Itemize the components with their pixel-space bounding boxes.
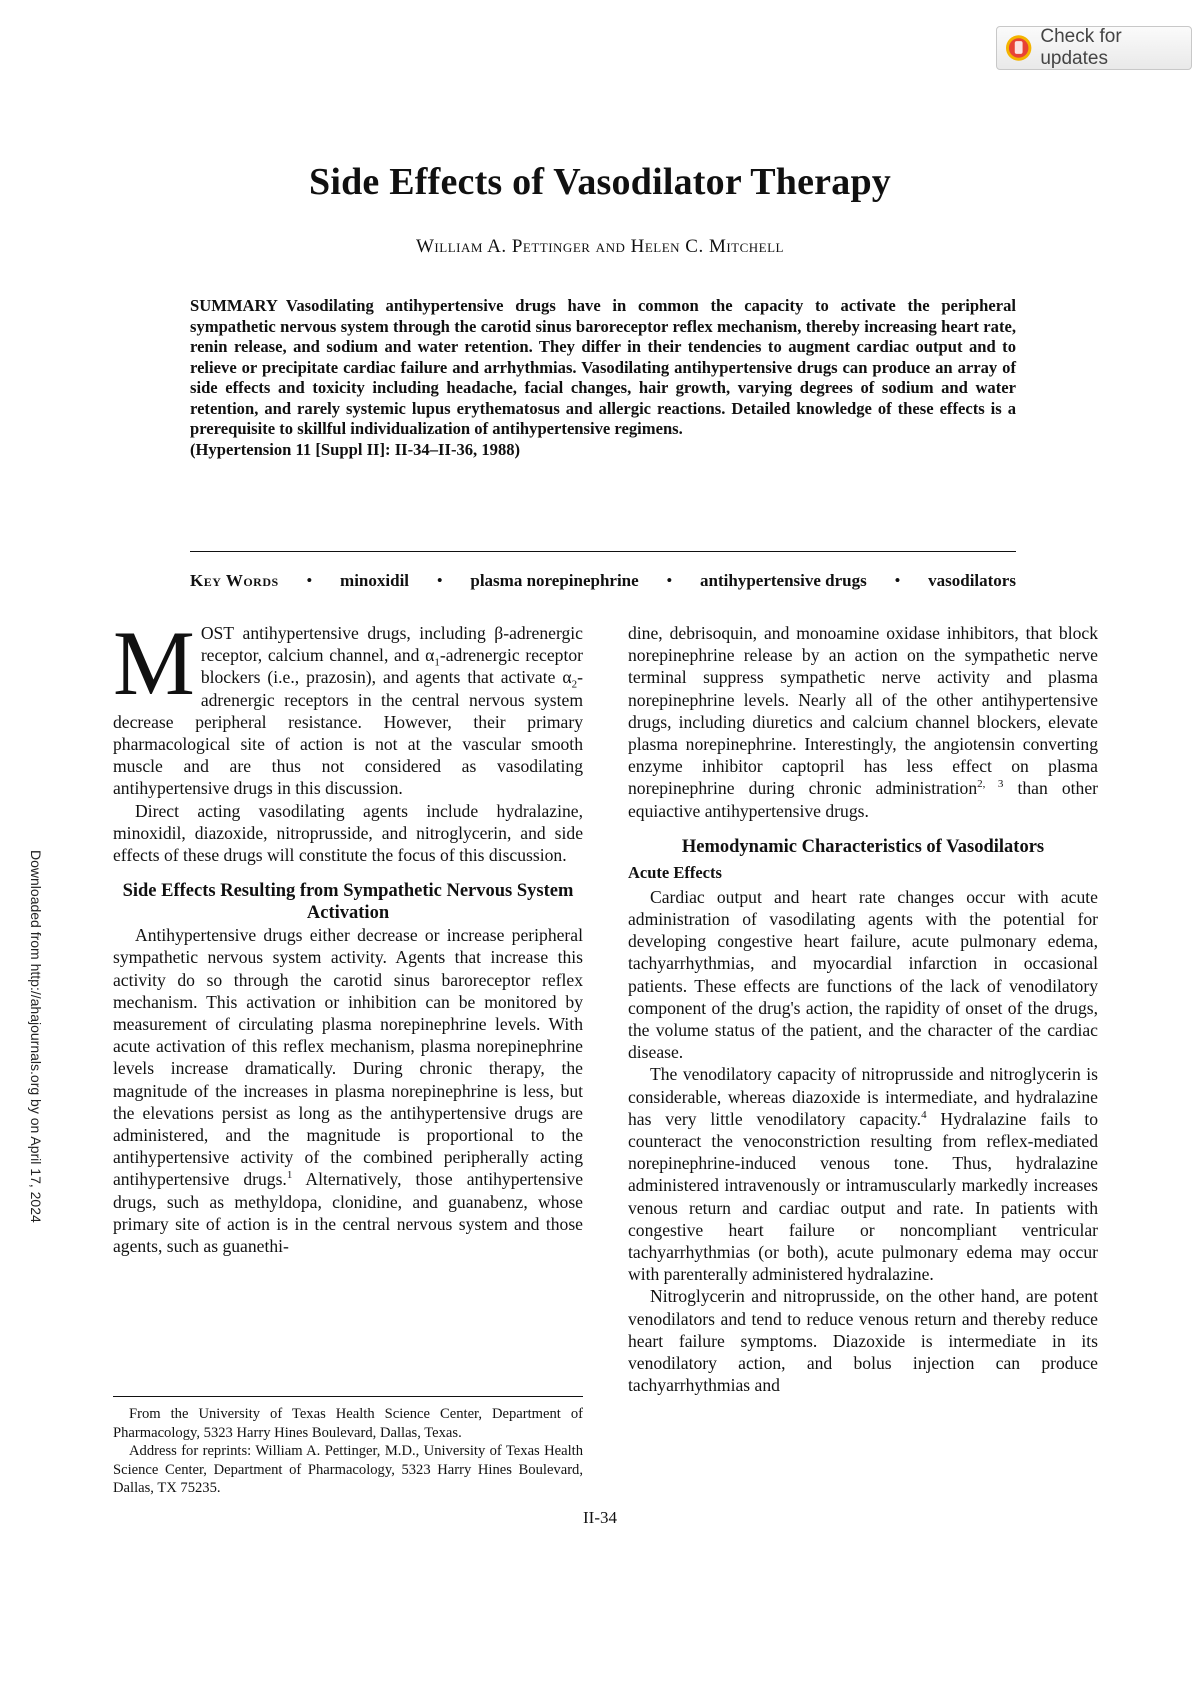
footnotes: [113, 1396, 583, 1498]
body-paragraph: Nitroglycerin and nitroprusside, on the other hand, are potent venodilators and tend to reduce venous return and thereby reduce heart failure symptoms. Diazoxide is intermediate in its venodilatory action, and bolus injection can produce tachyarrhythmias and: [628, 1286, 1098, 1396]
section-heading: Hemodynamic Characteristics of Vasodilators: [681, 836, 1045, 857]
body-paragraph: dine, debrisoquin, and monoamine oxidase inhibitors, that block norepinephrine release by an action on the sympathetic nerve terminal suppress sympathetic nerve activity and plasma norepinephrine levels. Nearly all of the other antihypertensive drugs, including diuretics and calcium channel blockers, elevate plasma norepinephrine. Interestingly, the angiotensin converting enzyme inhibitor captopril has less effect on plasma norepinephrine during chronic administration$^{2, 3}$ than other equiactive antihypertensive drugs.: [628, 623, 1098, 821]
keywords-line: [190, 571, 1016, 591]
article-authors: William A. Pettinger and Helen C. Mitchell: [415, 236, 784, 257]
left-column: [113, 612, 583, 1257]
body-paragraph: Antihypertensive drugs either decrease or increase peripheral sympathetic nervous system activity. Agents that increase this activity do so through the carotid sinus baroreceptor reflex mechanism. This activation or inhibition can be monitored by measurement of circulating plasma norepinephrine levels. With acute activation of this reflex mechanism, plasma norepinephrine levels increase dramatically. During chronic therapy, the magnitude of the increases in plasma norepinephrine is less, but the elevations persist as long as the antihypertensive drugs are administered, and the magnitude is proportional to the antihypertensive activity of the combined peripherally acting antihypertensive drugs.$^1$ Alternatively, those antihypertensive drugs, such as methyldopa, clonidine, and guanabenz, whose primary site of action is in the central nervous system and those agents, such as guanethi-: [113, 925, 583, 1257]
keyword-item: antihypertensive drugs: [700, 571, 867, 590]
body-paragraph: Direct acting vasodilating agents include hydralazine, minoxidil, diazoxide, nitroprusside, and nitroglycerin, and side effects of these drugs will constitute the focus of this discussion.: [113, 800, 583, 866]
page-number: II-34: [583, 1508, 617, 1527]
reference-marker: 4: [921, 1109, 927, 1121]
update-check-icon: [1005, 34, 1032, 62]
check-for-updates-label: Check for updates: [1040, 26, 1122, 69]
summary-text: Vasodilating antihypertensive drugs have in common the capacity to activate the peripheral sympathetic nervous system through the carotid sinus baroreceptor reflex mechanism, thereby increasing heart rate, renin release, and sodium and water retention. They differ in their tendencies to augment cardiac output and to relieve or precipitate cardiac failure and arrhythmias. Vasodilating antihypertensive drugs can produce an array of side effects and toxicity including headache, facial changes, hair growth, varying degrees of sodium and water retention, and rarely systemic lupus erythematosus and allergic reactions. Detailed knowledge of these effects is a prerequisite to skillful individualization of antihypertensive regimens.: [190, 296, 1016, 438]
body-paragraph: Cardiac output and heart rate changes occur with acute administration of vasodilating agents with the potential for developing congestive heart failure, acute pulmonary edema, tachyarrhythmias, and myocardial infarction in occasional patients. These effects are functions of the lack of venodilatory component of the drug's action, the rapidity of onset of the drugs, the volume status of the patient, and the character of the cardiac disease.: [628, 886, 1098, 1063]
section-heading: Side Effects Resulting from Sympathetic Nervous System Activation: [122, 881, 574, 924]
download-watermark: Downloaded from http://ahajournals.org by on April 17, 2024: [28, 850, 44, 1223]
article-title: Side Effects of Vasodilator Therapy: [309, 161, 891, 203]
divider-rule: [190, 551, 1016, 552]
keyword-separator: •: [436, 571, 443, 590]
reference-marker: 2, 3: [977, 778, 1004, 791]
intro-paragraph: MOST antihypertensive drugs, including β-adrenergic receptor, calcium channel, and $\alpha_1$-adrenergic receptor blockers (i.e., prazosin), and agents that activate $\alpha_2$-adrenergic receptors in the central nervous system decrease peripheral resistance. However, their primary pharmacological site of action is not at the vascular smooth muscle and are thus not considered as vasodilating antihypertensive drugs in this discussion.: [113, 612, 583, 799]
keyword-separator: •: [306, 571, 313, 590]
affiliation-note: From the University of Texas Health Science Center, Department of Pharmacology, 5323 Harry Hines Boulevard, Dallas, Texas.: [113, 1406, 583, 1441]
reprints-note: Address for reprints: William A. Pettinger, M.D., University of Texas Health Science Center, Department of Pharmacology, 5323 Harry Hines Boulevard, Dallas, TX 75235.: [113, 1443, 583, 1496]
subsection-heading: Acute Effects: [628, 862, 722, 882]
keyword-item: vasodilators: [928, 571, 1016, 590]
summary-citation: (Hypertension 11 [Suppl II]: II-34–II-36, 1988): [190, 439, 521, 459]
summary-label: SUMMARY: [190, 296, 278, 315]
drop-cap: M: [113, 612, 195, 714]
body-paragraph: The venodilatory capacity of nitroprusside and nitroglycerin is considerable, whereas diazoxide is intermediate, and hydralazine has very little venodilatory capacity.$^4$ Hydralazine fails to counteract the venoconstriction resulting from reflex-mediated norepinephrine-induced venous tone. Thus, hydralazine administered intravenously or intramuscularly markedly increases venous return and cardiac output and rate. In patients with congestive heart failure or noncompliant ventricular tachyarrhythmias (or both), acute pulmonary edema may occur with parenterally administered hydralazine.: [628, 1064, 1099, 1285]
check-for-updates-button[interactable]: [996, 26, 1192, 70]
keyword-item: minoxidil: [340, 571, 410, 590]
keywords-label: Key Words: [190, 571, 279, 590]
summary-abstract: [190, 296, 1016, 460]
right-column: [628, 622, 1098, 1397]
reference-marker: 1: [286, 1169, 293, 1182]
keyword-item: plasma norepinephrine: [470, 571, 639, 590]
keyword-separator: •: [666, 571, 673, 590]
keyword-separator: •: [894, 571, 901, 590]
